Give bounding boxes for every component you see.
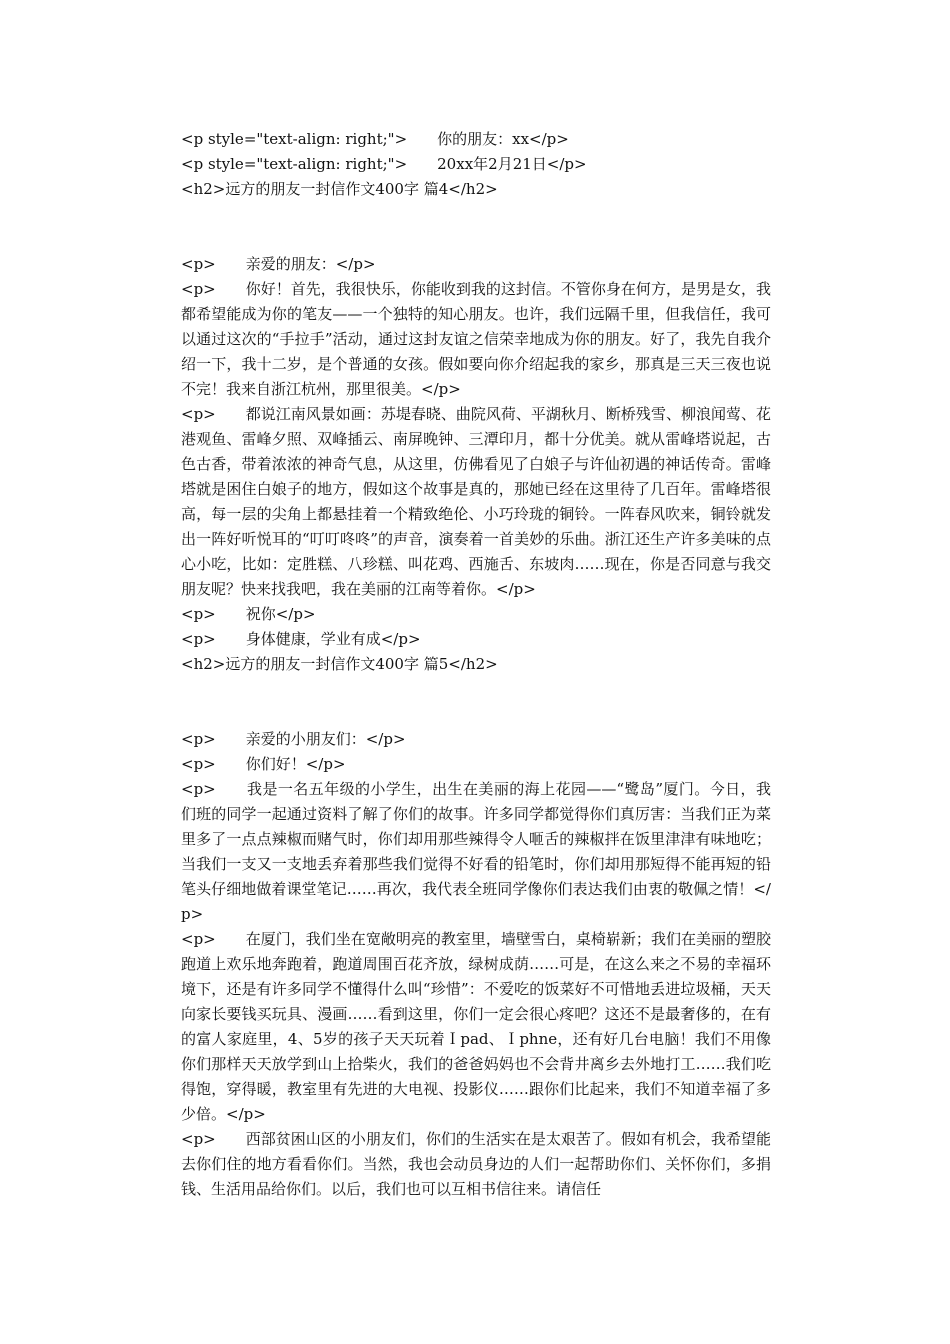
blank-spacer [181, 202, 771, 252]
blank-spacer [181, 677, 771, 727]
closing-date-line: <p style="text-align: right;"> 20xx年2月21日</p> [181, 155, 587, 173]
body-paragraph: <p> 我是一名五年级的小学生，出生在美丽的海上花园——“鹭岛”厦门。今日，我们班的同学一起通过资料了解了你们的故事。许多同学都觉得你们真厉害：当我们正为菜里多了一点点辣椒而赌气时，你们却用那些辣得令人咂舌的辣椒拌在饭里津津有味地吃；当我们一支又一支地丢弃着那些我们觉得不好看的铅笔时，你们却用那短得不能再短的铅笔头仔细地做着课堂笔记……再次，我代表全班同学像你们表达我们由衷的敬佩之情！</p> [181, 780, 771, 923]
body-paragraph: <p> 都说江南风景如画：苏堤春晓、曲院风荷、平湖秋月、断桥残雪、柳浪闻莺、花港观鱼、雷峰夕照、双峰插云、南屏晚钟、三潭印月，都十分优美。就从雷峰塔说起，古色古香，带着浓浓的神奇气息，从这里，仿佛看见了白娘子与许仙初遇的神话传奇。雷峰塔就是困住白娘子的地方，假如这个故事是真的，那她已经在这里待了几百年。雷峰塔很高，每一层的尖角上都悬挂着一个精致绝伦、小巧玲珑的铜铃。一阵春风吹来，铜铃就发出一阵好听悦耳的“叮叮咚咚”的声音，演奏着一首美妙的乐曲。浙江还生产许多美味的点心小吃，比如：定胜糕、八珍糕、叫花鸡、西施舌、东坡肉……现在，你是否同意与我交朋友呢？快来找我吧，我在美丽的江南等着你。</p> [181, 405, 771, 598]
section-heading-5: <h2>远方的朋友一封信作文400字 篇5</h2> [181, 655, 498, 673]
closing-wish-paragraph: <p> 身体健康，学业有成</p> [181, 630, 421, 648]
body-paragraph: <p> 在厦门，我们坐在宽敞明亮的教室里，墙壁雪白，桌椅崭新；我们在美丽的塑胶跑道上欢乐地奔跑着，跑道周围百花齐放，绿树成荫……可是，在这么来之不易的幸福环境下，还是有许多同学不懂得什么叫“珍惜”：不爱吃的饭菜好不可惜地丢进垃圾桶，天天向家长要钱买玩具、漫画……看到这里，你们一定会很心疼吧？这还不是最奢侈的，在有的富人家庭里，4、5岁的孩子天天玩着Ｉpad、Ｉphne，还有好几台电脑！我们不用像你们那样天天放学到山上拾柴火，我们的爸爸妈妈也不会背井离乡去外地打工……我们吃得饱，穿得暖，教室里有先进的大电视、投影仪……跟你们比起来，我们不知道幸福了多少倍。</p> [181, 930, 771, 1123]
body-paragraph: <p> 西部贫困山区的小朋友们，你们的生活实在是太艰苦了。假如有机会，我希望能去你们住的地方看看你们。当然，我也会动员身边的人们一起帮助你们、关怀你们，多捐钱、生活用品给你们。以后，我们也可以互相书信往来。请信任 [181, 1130, 771, 1198]
section-heading-4: <h2>远方的朋友一封信作文400字 篇4</h2> [181, 180, 498, 198]
closing-wish-paragraph: <p> 祝你</p> [181, 605, 316, 623]
document-body [181, 127, 771, 1202]
salutation-paragraph: <p> 亲爱的小朋友们：</p> [181, 730, 406, 748]
salutation-paragraph: <p> 亲爱的朋友：</p> [181, 255, 376, 273]
body-paragraph: <p> 你好！首先，我很快乐，你能收到我的这封信。不管你身在何方，是男是女，我都希望能成为你的笔友——一个独特的知心朋友。也许，我们远隔千里，但我信任，我可以通过这次的“手拉手”活动，通过这封友谊之信荣幸地成为你的朋友。好了，我先自我介绍一下，我十二岁，是个普通的女孩。假如要向你介绍起我的家乡，那真是三天三夜也说不完！我来自浙江杭州，那里很美。</p> [181, 280, 771, 398]
greeting-paragraph: <p> 你们好！</p> [181, 755, 346, 773]
closing-signature-line: <p style="text-align: right;"> 你的朋友：xx</p> [181, 130, 569, 148]
